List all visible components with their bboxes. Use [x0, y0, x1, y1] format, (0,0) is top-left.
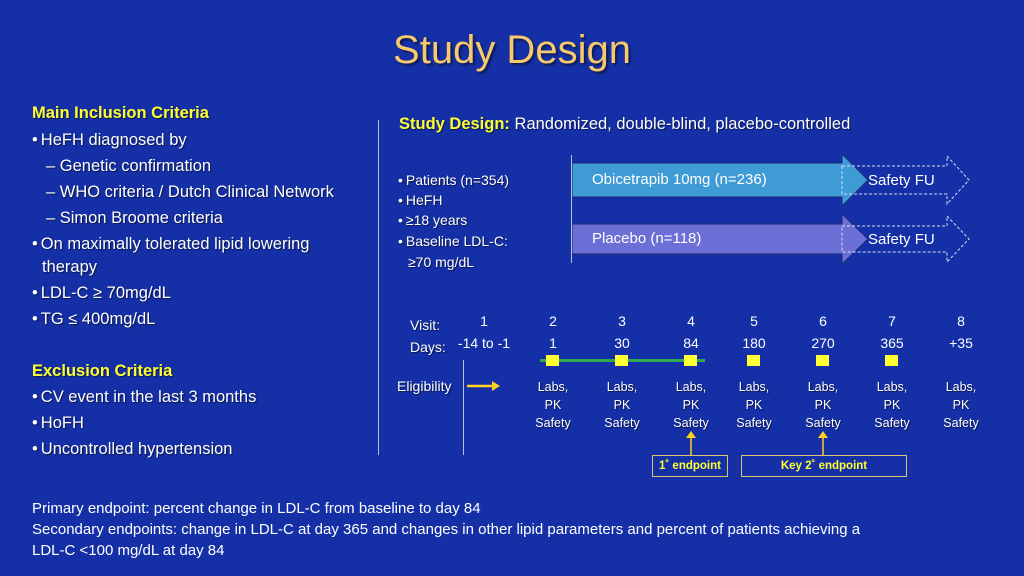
- visit-day: 270: [811, 335, 835, 351]
- assessment-line: Labs,: [738, 380, 770, 394]
- inclusion-item-continued: therapy: [42, 258, 98, 276]
- footer-line: LDL-C <100 mg/dL at day 84: [32, 542, 225, 559]
- visit-marker: [747, 355, 760, 366]
- visit-number: 6: [819, 313, 827, 329]
- visit-number: 4: [687, 313, 695, 329]
- assessment-line: PK: [613, 398, 631, 412]
- eligibility-label: Eligibility: [397, 378, 452, 394]
- patients-item-text: Patients (n=354): [405, 172, 510, 188]
- visit-assessments: [724, 378, 784, 432]
- assessment-line: Safety: [736, 416, 772, 430]
- patients-item-text: HeFH: [405, 192, 443, 208]
- visit-number: 1: [480, 313, 488, 329]
- assessment-line: Safety: [535, 416, 571, 430]
- assessment-line: PK: [952, 398, 970, 412]
- inclusion-subitem: – Simon Broome criteria: [46, 209, 223, 227]
- page-title: Study Design: [393, 28, 631, 72]
- visit-day: +35: [949, 335, 973, 351]
- patients-item-text: Baseline LDL-C:: [405, 233, 508, 249]
- visit-number: 7: [888, 313, 896, 329]
- exclusion-item-text: Uncontrolled hypertension: [40, 440, 233, 458]
- assessment-line: Safety: [943, 416, 979, 430]
- inclusion-heading: Main Inclusion Criteria: [32, 104, 209, 122]
- assessment-line: Labs,: [606, 380, 638, 394]
- exclusion-item: [32, 414, 84, 433]
- inclusion-item: [32, 310, 155, 329]
- visit-number: 2: [549, 313, 557, 329]
- inclusion-item-text: LDL-C ≥ 70mg/dL: [40, 284, 171, 302]
- patients-item: [398, 233, 508, 249]
- assessment-line: PK: [745, 398, 763, 412]
- visit-number: 3: [618, 313, 626, 329]
- exclusion-heading: Exclusion Criteria: [32, 362, 173, 380]
- assessment-line: Safety: [874, 416, 910, 430]
- assessment-line: Labs,: [945, 380, 977, 394]
- days-label: Days:: [410, 339, 446, 355]
- patients-item: [398, 192, 442, 208]
- exclusion-item: [32, 440, 232, 459]
- eligibility-arrow-icon: [466, 378, 502, 394]
- exclusion-item: [32, 388, 256, 407]
- patients-item-text: ≥18 years: [405, 212, 468, 228]
- visit-marker: [615, 355, 628, 366]
- assessment-line: Labs,: [675, 380, 707, 394]
- inclusion-item: [32, 131, 187, 150]
- visit-day: 84: [683, 335, 699, 351]
- footer-line: Primary endpoint: percent change in LDL-C from baseline to day 84: [32, 500, 481, 517]
- arm-obicetrapib-label: Obicetrapib 10mg (n=236): [592, 171, 767, 188]
- visit-assessments: [592, 378, 652, 432]
- visit-assessments: [661, 378, 721, 432]
- arm-placebo-label: Placebo (n=118): [592, 230, 702, 247]
- study-design-label: Study Design:: [399, 115, 510, 133]
- assessment-line: PK: [682, 398, 700, 412]
- study-design-text: Randomized, double-blind, placebo-controlled: [514, 115, 851, 133]
- assessment-line: Safety: [805, 416, 841, 430]
- visit-assessments: [862, 378, 922, 432]
- inclusion-item: [32, 284, 171, 303]
- inclusion-subitem: – Genetic confirmation: [46, 157, 212, 175]
- assessment-line: PK: [883, 398, 901, 412]
- assessment-line: Labs,: [537, 380, 569, 394]
- assessment-line: Labs,: [807, 380, 839, 394]
- patients-item-continued: ≥70 mg/dL: [408, 254, 475, 270]
- visit-assessments: [793, 378, 853, 432]
- treatment-arms-graphic: [572, 150, 972, 270]
- inclusion-item-text: On maximally tolerated lipid lowering: [40, 235, 310, 253]
- visit-day: 30: [614, 335, 630, 351]
- assessment-line: PK: [544, 398, 562, 412]
- inclusion-item: [32, 235, 309, 254]
- screening-divider: [463, 360, 464, 455]
- visit-marker: [816, 355, 829, 366]
- visit-day: 1: [549, 335, 557, 351]
- visit-day: -14 to -1: [457, 335, 511, 351]
- arm-placebo-followup: Safety FU: [868, 231, 935, 248]
- exclusion-item-text: HoFH: [40, 414, 84, 432]
- endpoint-arrows: [680, 430, 880, 456]
- visit-number: 8: [957, 313, 965, 329]
- assessment-line: Safety: [604, 416, 640, 430]
- key-secondary-endpoint-box: Key 2˚ endpoint: [741, 455, 907, 477]
- exclusion-item-text: CV event in the last 3 months: [40, 388, 257, 406]
- visit-day: 180: [742, 335, 766, 351]
- visit-label: Visit:: [410, 317, 441, 333]
- assessment-line: PK: [814, 398, 832, 412]
- visit-number: 5: [750, 313, 758, 329]
- visit-assessments: [931, 378, 991, 432]
- arm-obicetrapib-followup: Safety FU: [868, 172, 935, 189]
- visit-day: 365: [880, 335, 904, 351]
- inclusion-subitem: – WHO criteria / Dutch Clinical Network: [46, 183, 334, 201]
- study-design-line: [399, 115, 850, 134]
- primary-endpoint-box: 1˚ endpoint: [652, 455, 728, 477]
- inclusion-item-text: TG ≤ 400mg/dL: [40, 310, 156, 328]
- endpoints-footer: [32, 498, 1002, 561]
- footer-line: Secondary endpoints: change in LDL-C at day 365 and changes in other lipid parameters and percent of patients achieving a: [32, 521, 861, 538]
- assessment-line: Safety: [673, 416, 709, 430]
- patients-item: [398, 172, 509, 188]
- visit-marker: [885, 355, 898, 366]
- visit-marker: [684, 355, 697, 366]
- visit-assessments: [523, 378, 583, 432]
- assessment-line: Labs,: [876, 380, 908, 394]
- column-divider: [378, 120, 379, 455]
- inclusion-item-text: HeFH diagnosed by: [40, 131, 187, 149]
- patients-item: [398, 212, 467, 228]
- visit-marker: [546, 355, 559, 366]
